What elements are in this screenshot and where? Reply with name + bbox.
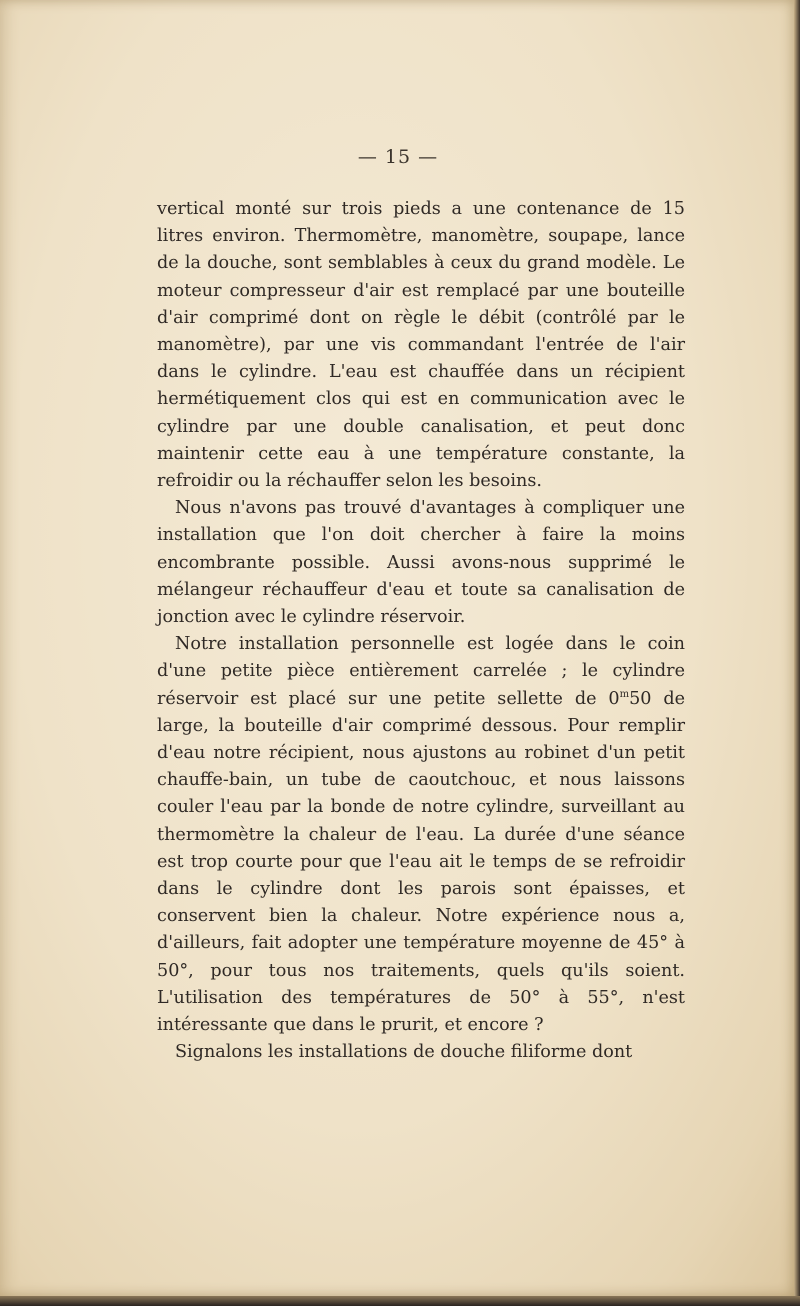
paragraph-3: [157, 631, 685, 1039]
paragraph-2: Nous n'avons pas trouvé d'avantages à compliquer une installation que l'on doit chercher à faire la moins encombrante possible. Aussi avons-nous supprimé le mélangeur réchauffeur d'eau et toute sa canalisation de jonction avec le cylindre réservoir.: [157, 498, 685, 628]
page-bottom-edge: [0, 1296, 800, 1306]
paragraph-3-part-2: 50 de large, la bouteille d'air comprimé dessous. Pour remplir d'eau notre récipient, nous ajustons au robinet d'un petit chauffe-bain, un tube de caoutchouc, et nous laissons couler l'eau par la bonde de notre cylindre, surveillant au thermomètre la chaleur de l'eau. La durée d'une séance est trop courte pour que l'eau ait le temps de se refroidir dans le cylindre dont les parois sont épaisses, et conservent bien la chaleur. Notre expérience nous a, d'ailleurs, fait adopter une température moyenne de 45° à 50°, pour tous nos traitements, quels qu'ils soient. L'utilisation des températures de 50° à 55°, n'est intéressante que dans le prurit, et encore ?: [157, 688, 685, 1036]
page-right-edge: [794, 0, 800, 1306]
meter-superscript: m: [619, 688, 630, 700]
paragraph-1: vertical monté sur trois pieds a une contenance de 15 litres environ. Thermomètre, manomètre, soupape, lance de la douche, sont semblables à ceux du grand modèle. Le moteur compresseur d'air est remplacé par une bouteille d'air comprimé dont on règle le débit (contrôlé par le manomètre), par une vis commandant l'entrée de l'air dans le cylindre. L'eau est chauffée dans un récipient hermétiquement clos qui est en communication avec le cylindre par une double canalisation, et peut donc maintenir cette eau à une température constante, la refroidir ou la réchauffer selon les besoins.: [157, 199, 685, 492]
body-text: [157, 196, 685, 1067]
paragraph-3-part-1: Notre installation personnelle est logée dans le coin d'une petite pièce entièrement carrelée ; le cylindre réservoir est placé sur une petite sellette de 0: [157, 634, 685, 709]
paragraph-4: Signalons les installations de douche filiforme dont: [175, 1042, 633, 1063]
page-number: — 15 —: [357, 146, 439, 168]
